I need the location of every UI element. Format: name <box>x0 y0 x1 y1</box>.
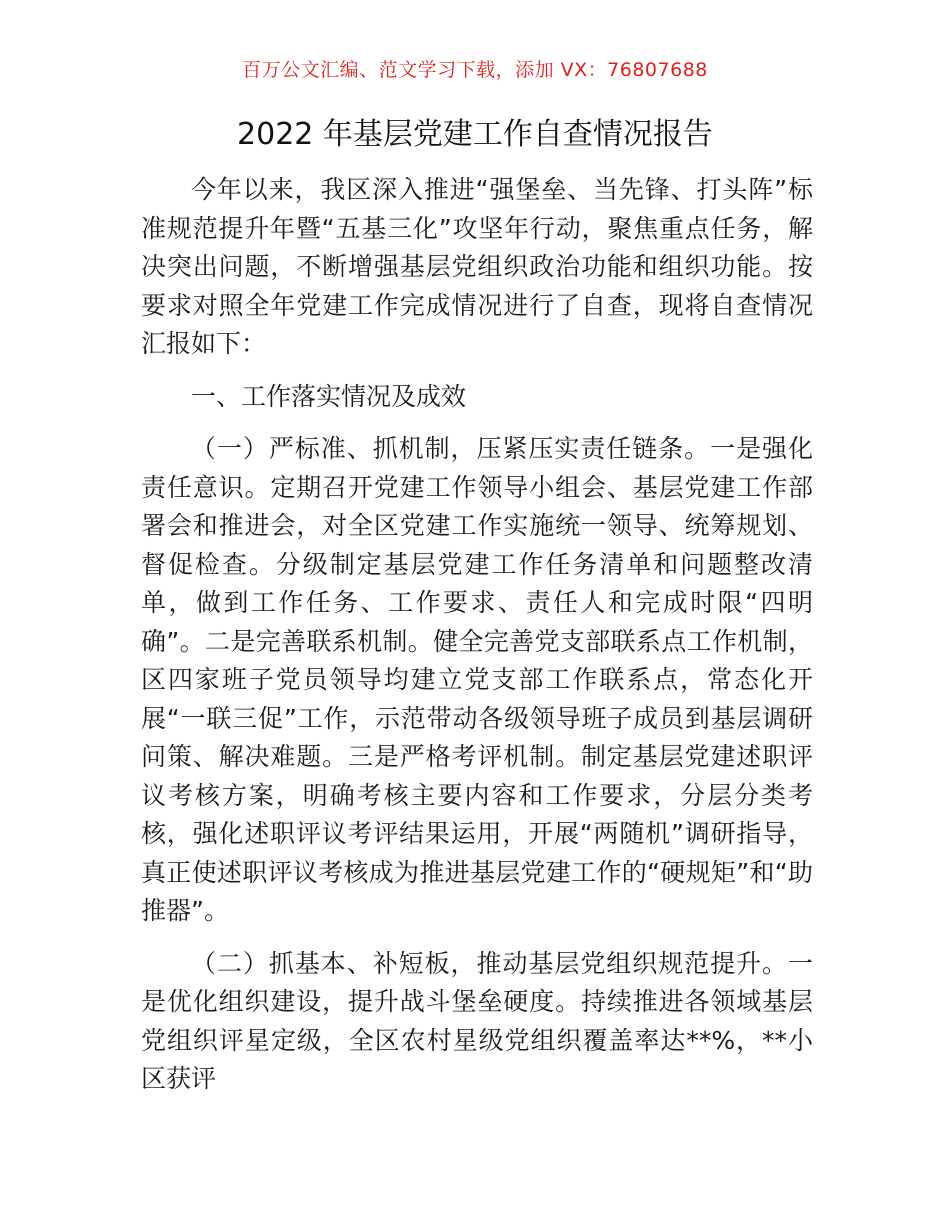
body-paragraph: （二）抓基本、补短板，推动基层党组织规范提升。一是优化组织建设，提升战斗堡垒硬度。持续推进各领域基层党组织评星定级，全区农村星级党组织覆盖率达**%，**小区获评 <box>141 948 813 1093</box>
section-heading: 一、工作落实情况及成效 <box>191 381 467 411</box>
document-body <box>141 171 813 1099</box>
document-title: 2022 年基层党建工作自查情况报告 <box>237 117 713 152</box>
watermark-banner: 百万公文汇编、范文学习下载，添加 VX：76807688 <box>242 59 708 81</box>
intro-paragraph: 今年以来，我区深入推进“强堡垒、当先锋、打头阵”标准规范提升年暨“五基三化”攻坚年行动，聚焦重点任务，解决突出问题，不断增强基层党组织政治功能和组织功能。按要求对照全年党建工作完成情况进行了自查，现将自查情况汇报如下： <box>141 175 813 358</box>
body-paragraph: （一）严标准、抓机制，压紧压实责任链条。一是强化责任意识。定期召开党建工作领导小组会、基层党建工作部署会和推进会，对全区党建工作实施统一领导、统筹规划、督促检查。分级制定基层党建工作任务清单和问题整改清单，做到工作任务、工作要求、责任人和完成时限“四明确”。二是完善联系机制。健全完善党支部联系点工作机制，区四家班子党员领导均建立党支部工作联系点，常态化开展“一联三促”工作，示范带动各级领导班子成员到基层调研问策、解决难题。三是严格考评机制。制定基层党建述职评议考核方案，明确考核主要内容和工作要求，分层分类考核，强化述职评议考评结果运用，开展“两随机”调研指导，真正使述职评议考核成为推进基层党建工作的“硬规矩”和“助推器”。 <box>141 434 813 925</box>
